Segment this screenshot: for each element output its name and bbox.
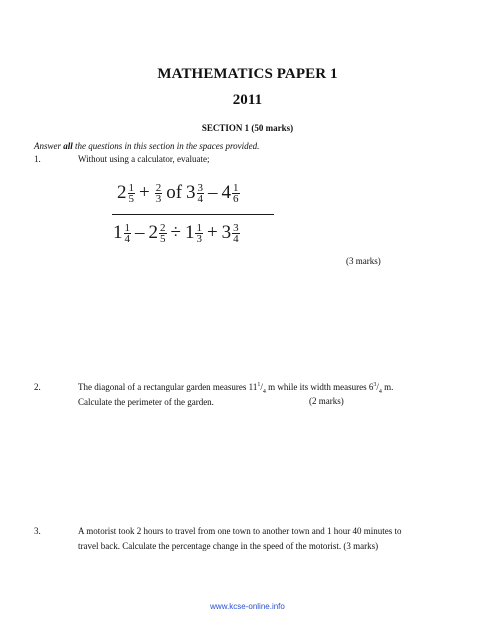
- fraction: [154, 183, 163, 204]
- question-text-line2: Calculate the perimeter of the garden.: [78, 397, 214, 407]
- expression-numerator: [116, 182, 241, 204]
- question-number: 3.: [34, 526, 41, 536]
- mixed-number: [113, 222, 131, 244]
- fraction-part: [232, 183, 240, 204]
- denominator: 6: [233, 192, 239, 205]
- denominator: 5: [160, 232, 166, 245]
- mixed-number: [149, 222, 167, 244]
- mixed-number: [117, 182, 135, 204]
- numerator: 1: [128, 181, 134, 194]
- numerator: 1: [196, 221, 202, 234]
- fraction-part: [195, 223, 203, 244]
- math-expression: [112, 178, 282, 258]
- fraction-bar: [112, 214, 274, 215]
- numerator: 2: [155, 181, 162, 194]
- question-text: A motorist took 2 hours to travel from one town to another town and 1 hour 40 minutes to: [78, 526, 402, 536]
- question-number: 2.: [34, 382, 41, 392]
- whole-part: 3: [221, 222, 232, 243]
- question-text-line2: travel back. Calculate the percentage change in the speed of the motorist. (3 marks): [78, 541, 379, 551]
- fraction-part: [159, 223, 167, 244]
- denominator: 3: [155, 192, 162, 205]
- mixed-number: [185, 222, 203, 244]
- mixed-number: [186, 182, 204, 204]
- numerator: 1: [124, 221, 130, 234]
- question-number: 1.: [34, 154, 41, 164]
- exam-year: 2011: [232, 92, 263, 108]
- expression-denominator: [112, 222, 241, 244]
- section-heading: SECTION 1 (50 marks): [201, 123, 294, 133]
- fraction-part: [124, 223, 132, 244]
- operator: ÷: [170, 222, 181, 243]
- mixed-number: [222, 222, 240, 244]
- whole-part: 2: [148, 222, 158, 243]
- numerator: 2: [160, 221, 166, 234]
- operator: +: [139, 182, 150, 203]
- numerator: 3: [233, 221, 239, 234]
- question-text: Without using a calculator, evaluate;: [78, 154, 210, 164]
- operator: –: [208, 182, 218, 203]
- whole-part: 4: [221, 182, 232, 203]
- question-text: The diagonal of a rectangular garden measures $11^1/_4$ m while its width measures $6^3/_4$ m.: [78, 382, 394, 395]
- denominator: 4: [233, 232, 239, 245]
- denominator: 5: [128, 192, 134, 205]
- mixed-number: [222, 182, 240, 204]
- operator: –: [135, 222, 145, 243]
- fraction-part: [128, 183, 136, 204]
- denominator: 4: [197, 192, 204, 205]
- instructions: Answer all the questions in this section in the spaces provided.: [34, 141, 260, 151]
- denominator: 4: [124, 232, 130, 245]
- fraction-part: [197, 183, 205, 204]
- operator: +: [206, 222, 218, 243]
- marks-label: (2 marks): [309, 396, 344, 406]
- numerator: 3: [197, 181, 204, 194]
- operator: of: [166, 182, 183, 203]
- numerator: 1: [233, 181, 239, 194]
- whole-part: 1: [113, 222, 123, 243]
- fraction-part: [155, 183, 163, 204]
- whole-part: 3: [186, 182, 196, 203]
- denominator: 3: [196, 232, 202, 245]
- fraction-part: [232, 223, 240, 244]
- marks-label: (3 marks): [346, 256, 381, 266]
- whole-part: 1: [184, 222, 195, 243]
- page-title: MATHEMATICS PAPER 1: [157, 66, 338, 82]
- footer-url[interactable]: www.kcse-online.info: [210, 602, 285, 611]
- whole-part: 2: [117, 182, 127, 203]
